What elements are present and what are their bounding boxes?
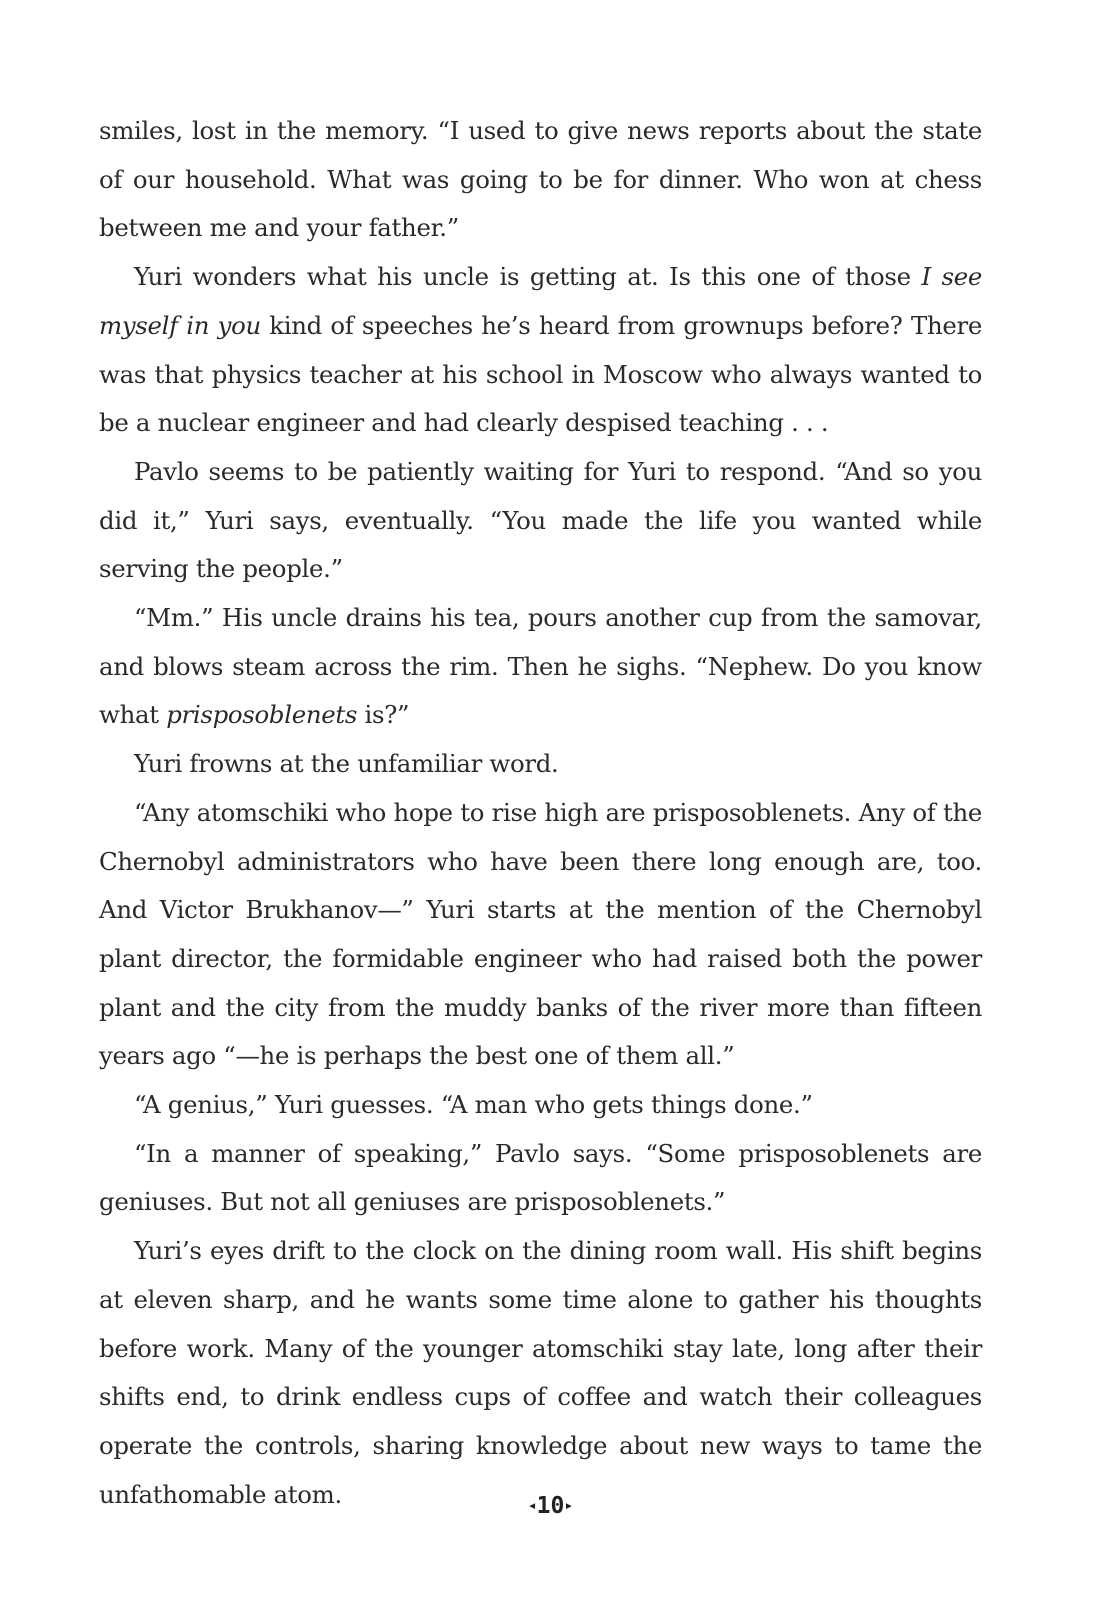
italic-text: prisposoblenets [166,700,358,730]
text-run: Yuri’s eyes drift to the clock on the dining room wall. His shift begins at eleven sharp, and he wants some time alone to gather his thoughts before work. Many of the younger atomschiki stay late, long after their shifts end, to drink endless cups of coffee and watch their colleagues operate the controls, sharing knowledge about new ways to tame the unfathomable atom. [99,1236,982,1509]
page-number-footer [0,1493,1101,1519]
text-run: smiles, lost in the memory. “I used to give news reports about the state of our household. What was going to be for dinner. Who won at chess between me and your father.” [99,116,982,243]
left-arrow-icon: ◂ [527,1496,537,1514]
text-run: Yuri wonders what his uncle is getting at. Is this one of those [134,262,922,292]
paragraph [99,253,982,448]
body-text [99,107,982,1519]
text-run: Pavlo seems to be patiently waiting for Yuri to respond. “And so you did it,” Yuri says, eventually. “You made the life you wanted while serving the people.” [99,456,982,584]
paragraph [99,1130,982,1227]
text-run: “Any atomschiki who hope to rise high are prisposoblenets. Any of the Chernobyl administrators who have been there long enough are, too. And Victor Brukhanov—” Yuri starts at the mention of the Chernobyl plant director, the formidable engineer who had raised both the power plant and the city from the muddy banks of the river more than fifteen years ago “—he is perhaps the best one of them all.” [99,797,982,1071]
text-run: Yuri frowns at the unfamiliar word. [134,749,559,779]
paragraph [99,789,982,1081]
text-run: kind of speeches he’s heard from grownups before? There was that physics teacher at his school in Moscow who always wanted to be a nuclear engineer and had clearly despised teaching . . . [99,310,982,438]
text-run: is?” [357,700,410,730]
paragraph [99,1081,982,1130]
italic-text: I see myself in you [99,262,982,340]
text-run: “In a manner of speaking,” Pavlo says. “Some prisposoblenets are geniuses. But not all geniuses are prisposoblenets.” [99,1138,982,1217]
paragraph [99,107,982,253]
text-run: “A genius,” Yuri guesses. “A man who gets things done.” [134,1090,813,1120]
paragraph [99,740,982,789]
text-run: “Mm.” His uncle drains his tea, pours another cup from the samovar, and blows steam across the rim. Then he sighs. “Nephew. Do you know what [99,603,982,730]
paragraph [99,448,982,594]
paragraph [99,1227,982,1519]
right-arrow-icon: ▸ [564,1496,574,1514]
paragraph [99,594,982,740]
page-number: 10 [536,1493,565,1519]
